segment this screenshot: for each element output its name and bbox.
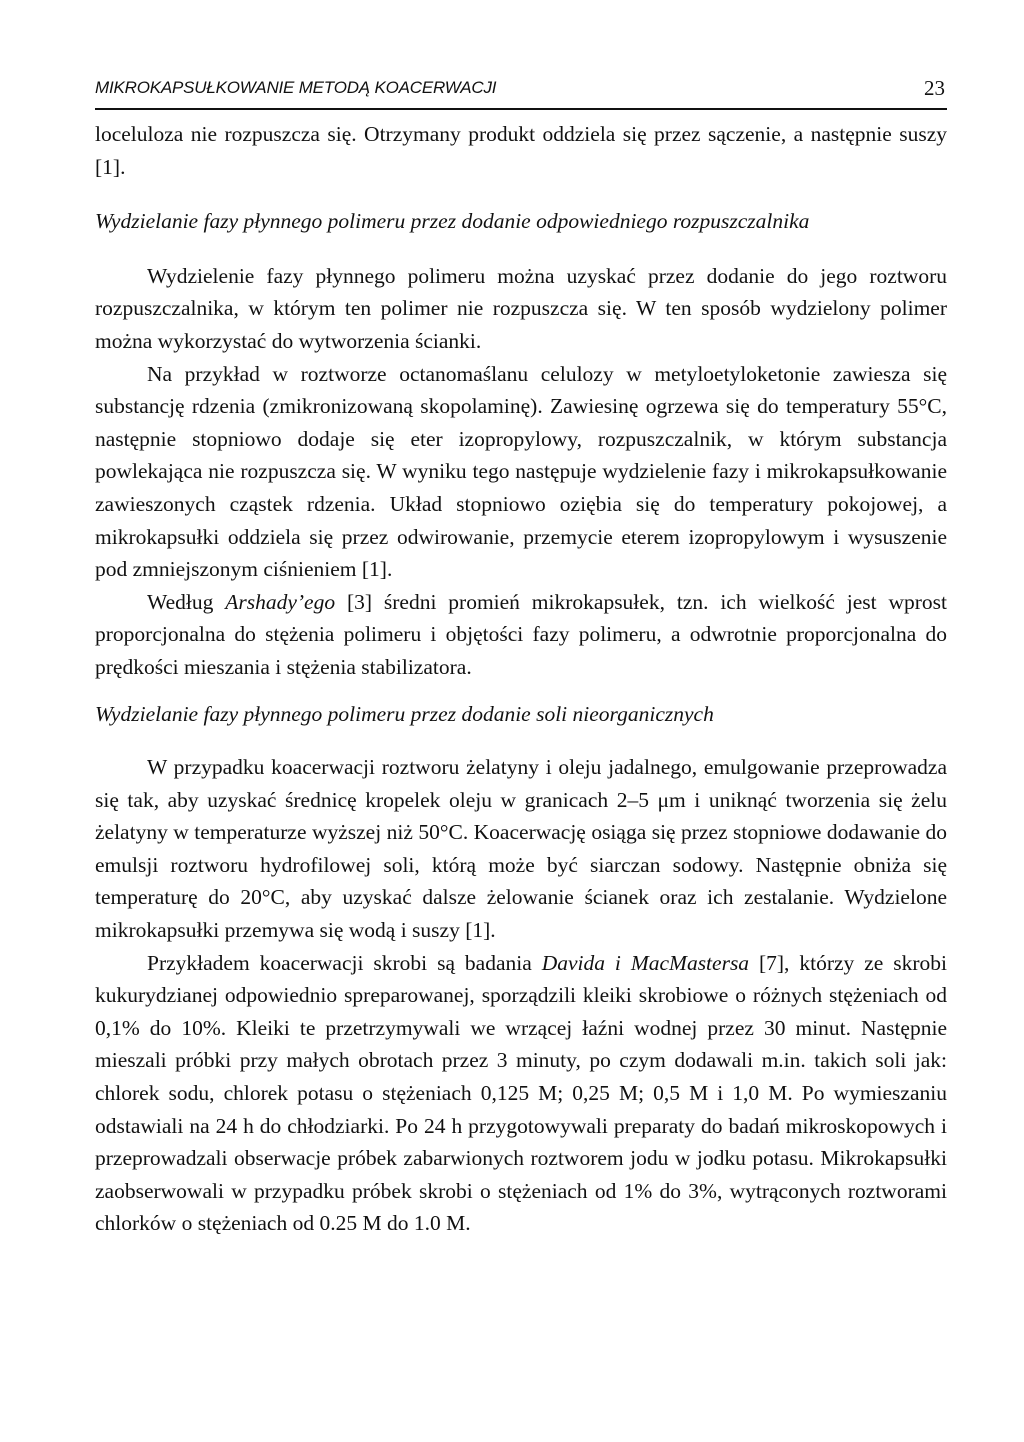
paragraph-arshady-text: [3] średni promień mikrokapsułek, tzn. ich wielkość jest wprost proporcjonalna do stężenia polimeru i objętości fazy polimeru, a odwrotnie proporcjonalna do prędkości mieszania i stężenia stabilizatora. (95, 589, 947, 679)
paragraph-gelatin: W przypadku koacerwacji roztworu żelatyny i oleju jadalnego, emulgowanie przeprowadza się tak, aby uzyskać średnicę kropelek oleju w granicach 2–5 μm i uniknąć tworzenia się żelu żelatyny w temperaturze wyższej niż 50°C. Koacerwację osiąga się przez stopniowe dodawanie do emulsji roztworu hydrofilowej soli, którą może być siarczan sodowy. Następnie obniża się temperaturę do 20°C, aby uzyskać dalsze żelowanie ścianek oraz ich zestalanie. Wydzielone mikrokapsułki przemywa się wodą i suszy [1]. (95, 755, 947, 943)
paragraph-continued: loceluloza nie rozpuszcza się. Otrzymany produkt oddziela się przez sączenie, a następnie suszy [1]. (95, 122, 947, 179)
paragraph-solvent-intro: Wydzielenie fazy płynnego polimeru można uzyskać przez dodanie do jego roztworu rozpuszczalnika, w którym ten polimer nie rozpuszcza się. W ten sposób wydzielony polimer można wykorzystać do wytworzenia ścianki. (95, 263, 947, 353)
paragraph-starch-lead: Przykładem koacerwacji skrobi są badania (147, 950, 542, 975)
paragraph-arshady (95, 586, 947, 684)
header-title: MIKROKAPSUŁKOWANIE METODĄ KOACERWACJI (95, 78, 497, 97)
section-heading-salts: Wydzielanie fazy płynnego polimeru przez dodanie soli nieorganicznych (95, 701, 714, 726)
paragraph-solvent-example: Na przykład w roztworze octanomaślanu celulozy w metyloetyloketonie zawiesza się substancję rdzenia (zmikronizowaną skopolaminę). Zawiesinę ogrzewa się do temperatury 55°C, następnie stopniowo dodaje się eter izopropylowy, rozpuszczalnik, w którym substancja powlekająca nie rozpuszcza się. W wyniku tego następuje wydzielenie fazy i mikrokapsułkowanie zawieszonych cząstek rdzenia. Układ stopniowo oziębia się do temperatury pokojowej, a mikrokapsułki oddziela się przez odwirowanie, przemycie eterem izopropylowym i wysuszenie pod zmniejszonym ciśnieniem [1]. (95, 361, 947, 582)
page-body (95, 118, 947, 1240)
page-number: 23 (924, 76, 945, 100)
paragraph-starch-text: [7], którzy ze skrobi kukurydzianej odpowiednio spreparowanej, sporządzili kleiki skrobiowe o różnych stężeniach od 0,1% do 10%. Kleiki te przetrzymywali we wrzącej łaźni wodnej przez 30 minut. Następnie mieszali próbki przy małych obrotach przez 3 minuty, po czym dodawali m.in. takich soli jak: chlorek sodu, chlorek potasu o stężeniach 0,125 M; 0,25 M; 0,5 M i 1,0 M. Po wymieszaniu odstawiali na 24 h do chłodziarki. Po 24 h przygotowywali preparaty do badań mikroskopowych i przeprowadzali obserwacje próbek zabarwionych roztworem jodu w jodku potasu. Mikrokapsułki zaobserwowali w przypadku próbek skrobi o stężeniach od 1% do 3%, wytrąconych roztworami chlorków o stężeniach od 0.25 M do 1.0 M. (95, 950, 947, 1236)
paragraph-arshady-lead: Według (147, 589, 226, 614)
running-header (95, 74, 947, 110)
section-heading-solvent: Wydzielanie fazy płynnego polimeru przez dodanie odpowiedniego rozpuszczalnika (95, 209, 810, 234)
author-citation-arshady: Arshady’ego (225, 589, 336, 614)
paragraph-starch (95, 947, 947, 1240)
author-citation-david: Davida i MacMastersa (541, 950, 750, 975)
